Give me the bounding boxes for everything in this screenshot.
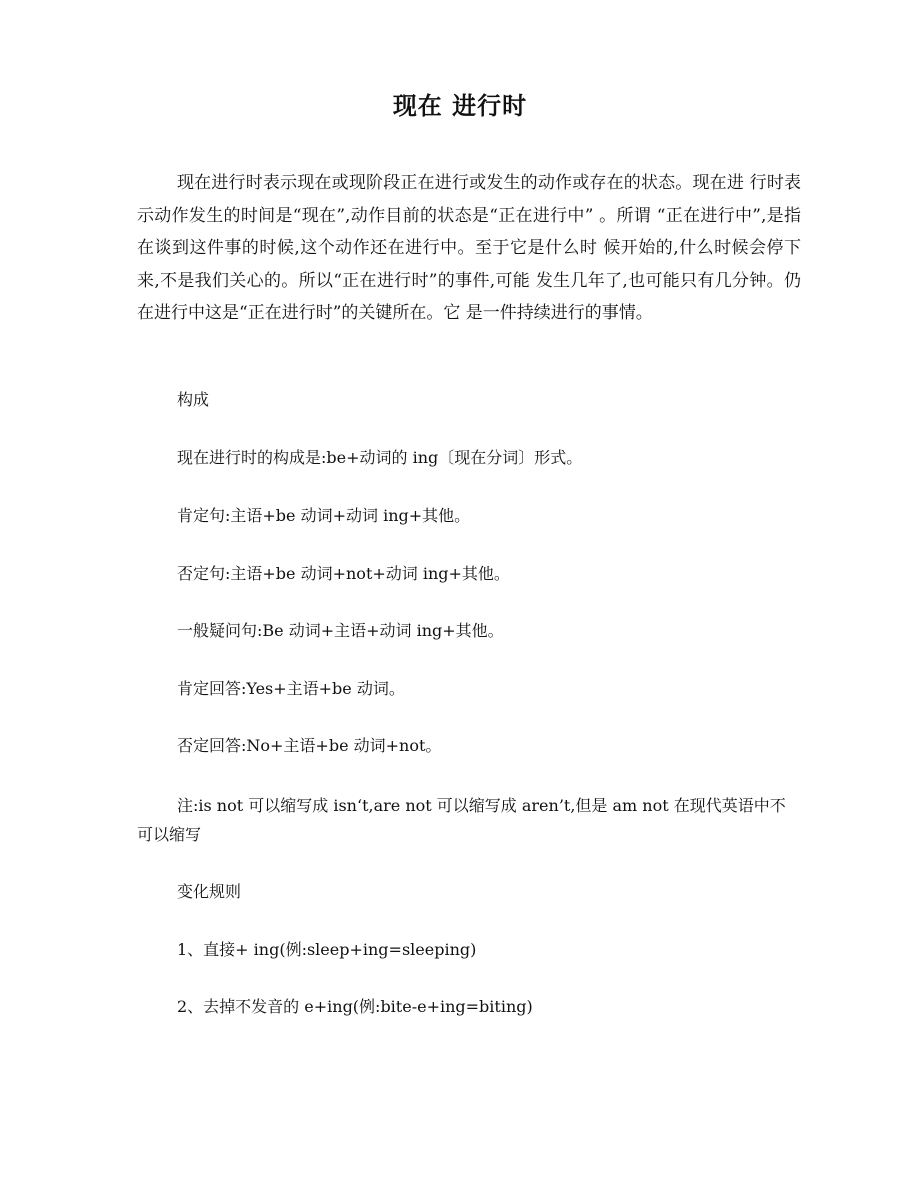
note-paragraph: 注:is not 可以缩写成 isn‘t,are not 可以缩写成 aren’t,但是 am not 在现代英语中不可以缩写	[137, 796, 786, 844]
negative-sentence: 否定句:主语+be 动词+not+动词 ing+其他。	[177, 564, 510, 583]
yes-answer: 肯定回答:Yes+主语+be 动词。	[177, 679, 405, 698]
rules-heading: 变化规则	[177, 882, 242, 901]
structure-line: 现在进行时的构成是:be+动词的 ing〔现在分词〕形式。	[177, 448, 583, 467]
intro-paragraph: 现在进行时表示现在或现阶段正在进行或发生的动作或存在的状态。现在进 行时表示动作发生的时间是“现在”,动作目前的状态是“正在进行中” 。所谓 “正在进行中”,是指在谈到这件事的时候,这个动作还在进行中。至于它是什么时 候开始的,什么时候会停下来,不是我们关心的。所以“正在进行时”的事件,可能 发生几年了,也可能只有几分钟。仍在进行中这是“正在进行时”的关键所在。它 是一件持续进行的事情。	[137, 173, 801, 323]
no-answer: 否定回答:No+主语+be 动词+not。	[177, 736, 442, 755]
rule-item-1: 1、直接+ ing(例:sleep+ing=sleeping)	[177, 940, 477, 959]
rule-item-2: 2、去掉不发音的 e+ing(例:bite-e+ing=biting)	[177, 997, 533, 1016]
question-sentence: 一般疑问句:Be 动词+主语+动词 ing+其他。	[177, 621, 504, 640]
page-title: 现在 进行时	[392, 92, 528, 120]
structure-heading: 构成	[177, 390, 210, 409]
affirmative-sentence: 肯定句:主语+be 动词+动词 ing+其他。	[177, 506, 471, 525]
